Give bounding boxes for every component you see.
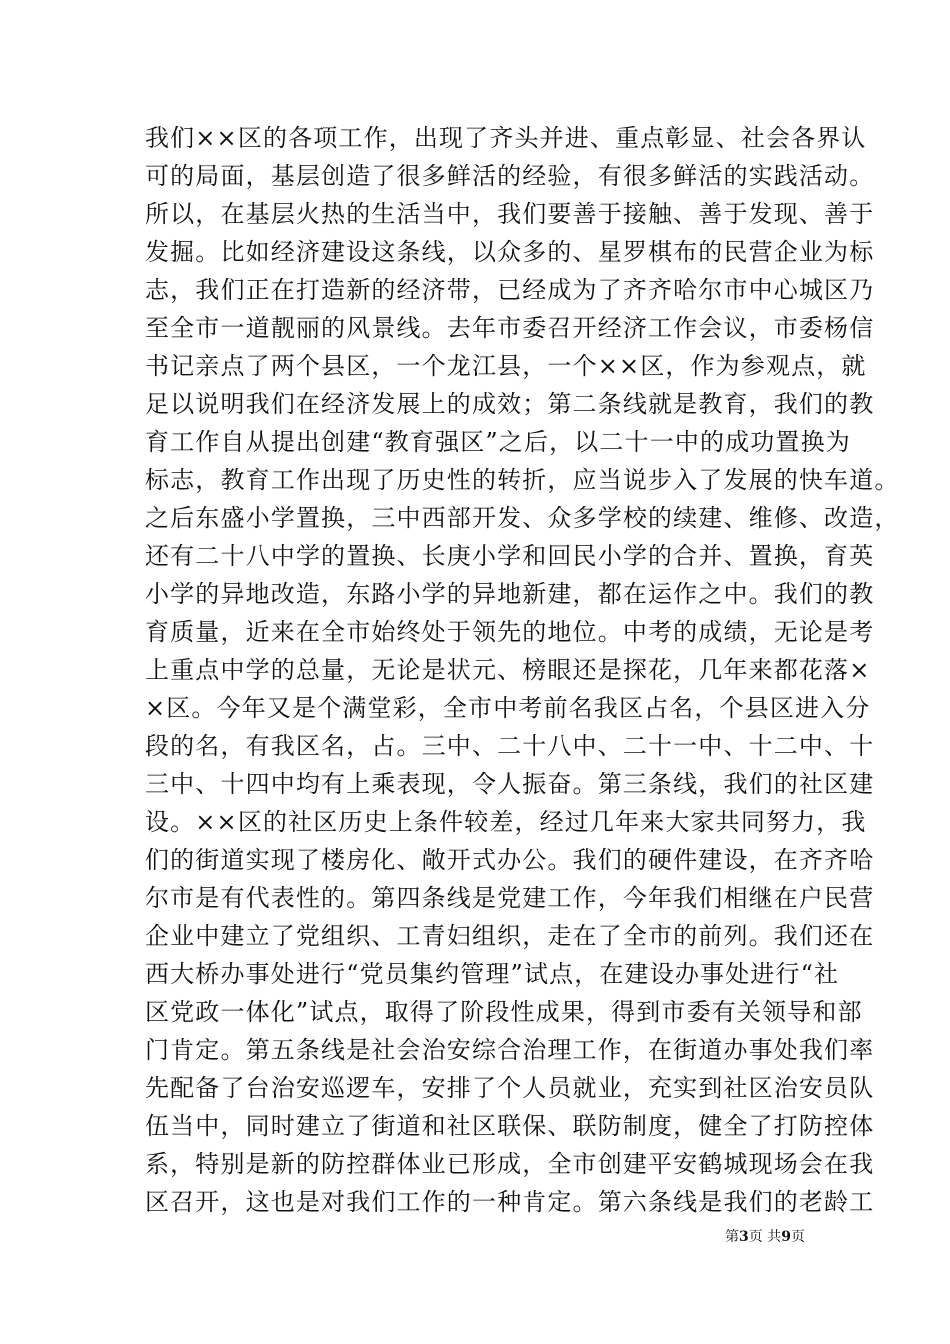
page-footer bbox=[725, 1228, 805, 1246]
text-line: 志，我们正在打造新的经济带，已经成为了齐齐哈尔市中心城区乃 bbox=[145, 276, 875, 304]
footer-suffix: 页 bbox=[791, 1229, 805, 1245]
text-line: 设。××区的社区历史上条件较差，经过几年来大家共同努力，我 bbox=[145, 808, 867, 836]
body-text bbox=[145, 119, 900, 1221]
text-line: 发掘。比如经济建设这条线，以众多的、星罗棋布的民营企业为标 bbox=[145, 238, 875, 266]
footer-prefix: 第 bbox=[725, 1229, 740, 1245]
total-page-count: 9 bbox=[781, 1229, 791, 1245]
text-line: 区召开，这也是对我们工作的一种肯定。第六条线是我们的老龄工 bbox=[145, 1188, 875, 1216]
text-line: 可的局面，基层创造了很多鲜活的经验，有很多鲜活的实践活动。 bbox=[145, 162, 875, 190]
text-line: 伍当中，同时建立了街道和社区联保、联防制度，健全了打防控体 bbox=[145, 1112, 875, 1140]
text-line: 西大桥办事处进行“党员集约管理”试点，在建设办事处进行“社 bbox=[145, 960, 840, 988]
text-line: 段的名，有我区名，占。三中、二十八中、二十一中、十二中、十 bbox=[145, 732, 875, 760]
text-line: 至全市一道靓丽的风景线。去年市委召开经济工作会议，市委杨信 bbox=[145, 314, 875, 342]
text-line: 区党政一体化”试点，取得了阶段性成果，得到市委有关领导和部 bbox=[145, 998, 863, 1026]
text-line: 系，特别是新的防控群体业已形成，全市创建平安鹤城现场会在我 bbox=[145, 1150, 875, 1178]
text-line: 还有二十八中学的置换、长庚小学和回民小学的合并、置换，育英 bbox=[145, 542, 875, 570]
text-line: 三中、十四中均有上乘表现，令人振奋。第三条线，我们的社区建 bbox=[145, 770, 875, 798]
text-line: 上重点中学的总量，无论是状元、榜眼还是探花，几年来都花落× bbox=[145, 656, 871, 684]
text-line: ×区。今年又是个满堂彩，全市中考前名我区占名，个县区进入分 bbox=[145, 694, 871, 722]
text-line: 书记亲点了两个县区，一个龙江县，一个××区，作为参观点，就 bbox=[145, 352, 867, 380]
text-line: 先配备了台治安巡逻车，安排了个人员就业，充实到社区治安员队 bbox=[145, 1074, 875, 1102]
text-line: 们的街道实现了楼房化、敞开式办公。我们的硬件建设，在齐齐哈 bbox=[145, 846, 875, 874]
text-line: 所以，在基层火热的生活当中，我们要善于接触、善于发现、善于 bbox=[145, 200, 875, 228]
text-line: 企业中建立了党组织、工青妇组织，走在了全市的前列。我们还在 bbox=[145, 922, 875, 950]
footer-middle: 页 共 bbox=[748, 1229, 782, 1245]
text-line: 小学的异地改造，东路小学的异地新建，都在运作之中。我们的教 bbox=[145, 580, 875, 608]
text-line: 我们××区的各项工作，出现了齐头并进、重点彰显、社会各界认 bbox=[145, 124, 867, 152]
text-line: 育工作自从提出创建“教育强区”之后，以二十一中的成功置换为 bbox=[145, 428, 851, 456]
current-page-number: 3 bbox=[739, 1229, 749, 1245]
text-line: 标志，教育工作出现了历史性的转折，应当说步入了发展的快车道。 bbox=[145, 466, 900, 494]
text-line: 之后东盛小学置换，三中西部开发、众多学校的续建、维修、改造， bbox=[145, 504, 900, 532]
text-line: 尔市是有代表性的。第四条线是党建工作，今年我们相继在户民营 bbox=[145, 884, 875, 912]
text-line: 门肯定。第五条线是社会治安综合治理工作，在街道办事处我们率 bbox=[145, 1036, 875, 1064]
text-line: 育质量，近来在全市始终处于领先的地位。中考的成绩，无论是考 bbox=[145, 618, 875, 646]
text-line: 足以说明我们在经济发展上的成效；第二条线就是教育，我们的教 bbox=[145, 390, 875, 418]
